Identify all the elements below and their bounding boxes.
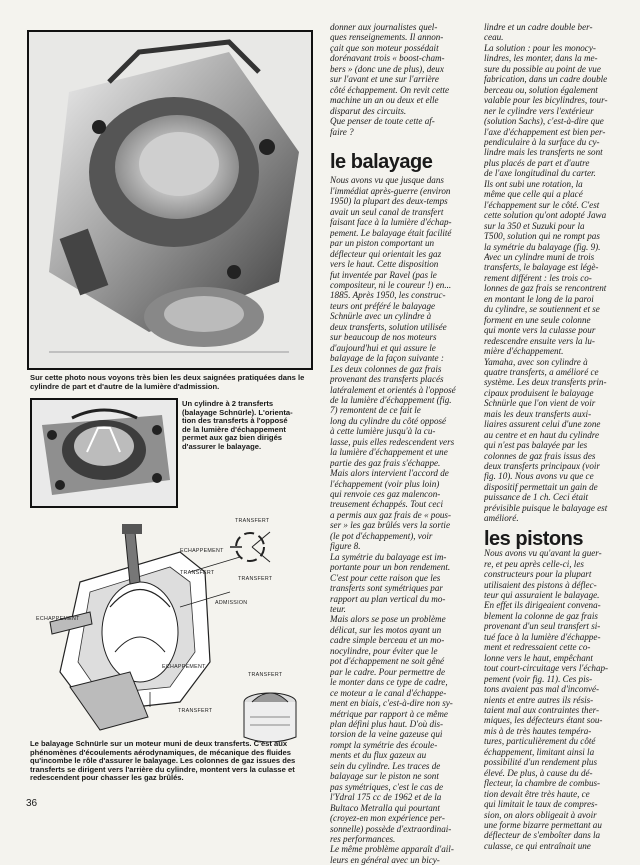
text-line: culasse, ce qui entraînait une [484, 840, 591, 851]
text-line: T500, solution qui ne rompt pas [484, 231, 600, 242]
text-line: pas symétriques, c'est le cas de [330, 781, 444, 792]
text-line: pement. Le balayage était facilité [330, 227, 452, 238]
text-line: balayage sur le piston ne sont [330, 771, 439, 782]
text-line: tué face à la lumière d'échappe- [484, 631, 601, 642]
text-line: ser » les gaz brûlés vers la sortie [330, 520, 450, 531]
text-line: fut inventée par Ravel (pas le [330, 269, 437, 280]
text-line: du cylindre, se soutiennent et se [484, 304, 600, 315]
cylinder-photo-frame [27, 30, 313, 370]
text-line: sur la 350 et Suzuki pour la [484, 220, 585, 231]
text-line: deux transferts, solution utilisée [330, 321, 447, 332]
text-line: par le cadre. Pour permettre de [330, 666, 445, 677]
text-line: forment en une seule colonne [484, 314, 591, 325]
text-line: délicat, sur les motos ayant un [330, 624, 442, 635]
text-line: côté échappement. On revit cette [330, 84, 450, 95]
text-line: par un piston comportant un [330, 238, 435, 249]
text-line: liaires assurent celui d'une zone [484, 419, 601, 430]
text-line: lasse, puis elles redescendent vers [330, 436, 455, 447]
text-line: sion, on alors obligeait à avoir [484, 809, 597, 820]
text-line: fig. 10). Nous avons vu que ce [484, 471, 594, 482]
text-line: torsion de la veine gazeuse qui [330, 729, 443, 740]
text-line: sein du cylindre. Les traces de [330, 760, 441, 771]
cylinder-photo [29, 32, 311, 368]
text-line: même que celle qui a placé [484, 189, 583, 200]
text-line: une forme bizarre permettant au [484, 819, 602, 830]
text-line: métrique par rapport à ce même [330, 708, 448, 719]
text-line: C'est pour cette raison que les [330, 572, 441, 583]
text-line: prévisible puisque le balayage est [484, 502, 608, 513]
text-line: 1885. Après 1950, les construc- [330, 290, 446, 301]
text-line: transferts sont symétriques par [330, 583, 443, 594]
text-line: (solution Sachs), c'est-à-dire que [484, 116, 604, 127]
text-line: mais les deux transferts auxi- [484, 408, 592, 419]
text-line: qui limitait le taux de compres- [484, 799, 598, 810]
text-line: ment en biais, c'est-à-dire non sy- [330, 698, 453, 709]
text-line: balayage de la façon suivante : [330, 353, 444, 364]
text-line: qui renvoie ces gaz malencon- [330, 489, 441, 500]
text-line: tons avaient pas mal d'inconvé- [484, 684, 600, 695]
text-line: lindre mais les transferts ne sont [484, 147, 603, 158]
text-line: utilisaient des pistons à déflec- [484, 579, 597, 590]
text-line: sure du possible au point de vue [484, 63, 601, 74]
text-line: Ils ont subi une rotation, la [484, 178, 583, 189]
text-line: ce moteur a le canal d'échappe- [330, 687, 447, 698]
photo2-caption: Un cylindre à 2 transferts (balayage Schnürle). L'orienta- tion des transferts à l'opposé de la lumière d'échappement permet aux gaz bien dirigés d'assurer le balayage. [182, 399, 293, 451]
text-line: çait que son moteur possédait [330, 42, 439, 53]
text-line: Yamaha, avec son cylindre à [484, 356, 588, 367]
text-line: sur l'avant et une sur l'arrière [330, 74, 439, 85]
text-line: Nous avons vu que jusque dans [330, 175, 444, 186]
text-line: provenant d'un seul transfert si- [484, 621, 601, 632]
text-line: déflecteur de s'emboîter dans la [484, 830, 601, 841]
text-line: flecteur, la chambre de combus- [484, 778, 601, 789]
text-line: sonnelle) possède d'extraordinai- [330, 823, 452, 834]
text-line: qui n'est pas balayée par les [484, 440, 588, 451]
text-line: lonne vers le haut, empêchant [484, 652, 593, 663]
text-line: machine un an ou deux et elle [330, 95, 439, 106]
text-line: miques, les défecteurs étant sou- [484, 715, 603, 726]
text-line: Schnürle que l'on vient de voir [484, 398, 596, 409]
text-line: treusement échappés. Tout ceci [330, 499, 443, 510]
text-line: rapport au plan vertical du mo- [330, 593, 446, 604]
text-line: ques renseignements. Il annon- [330, 32, 444, 43]
text-line: faire ? [330, 126, 354, 137]
column-3 [484, 22, 622, 851]
text-line: ceau. [484, 32, 504, 43]
text-line: avait un seul canal de transfert [330, 206, 444, 217]
text-line: colonnes de gaz frais issus des [484, 450, 596, 461]
text-line: res performances. [330, 833, 396, 844]
text-line: La solution : pour les monocy- [484, 42, 596, 53]
text-line: déflecteur qui orientait les gaz [330, 248, 442, 259]
text-line: en montant le long de la paroi [484, 293, 594, 304]
text-line: amélioré. [484, 513, 519, 524]
text-line: 7) remontent de ce fait le [330, 405, 421, 416]
text-line: dorénavant trois « boost-cham- [330, 53, 445, 64]
text-line: redescendre ensuite vers la lu- [484, 335, 595, 346]
text-line: tures, particulièrement du côté [484, 736, 596, 747]
text-line: échappement, limitant ainsi la [484, 746, 595, 757]
text-line: taient mal aux contraintes ther- [484, 705, 599, 715]
text-line: portante pour un bon rendement. [330, 562, 451, 573]
text-line: l'échappement (voir plus loin) [330, 478, 440, 489]
text-line: puissance de 1 ch. Ceci était [484, 492, 589, 503]
label-transfert-bottom: TRANSFERT [248, 672, 283, 678]
text-line: lonnes de gaz frais se rencontrent [484, 283, 607, 294]
text-line: donner aux journalistes quel- [330, 22, 438, 32]
text-line: dispositif permettait un gain de [484, 481, 598, 492]
column-2 [330, 22, 469, 865]
text-line: ner le cylindre vers l'extérieur [484, 105, 594, 116]
text-line: sur beaucoup de nos moteurs [330, 332, 437, 343]
label-echappement-top: ECHAPPEMENT [180, 548, 224, 554]
text-line: Mais alors intervient l'accord de [330, 468, 449, 479]
text-line: qui monte vers la culasse pour [484, 325, 596, 336]
text-line: d'aujourd'hui et qui assure le [330, 342, 436, 353]
text-line: de la lumière d'échappement (fig. [330, 394, 452, 405]
scavenging-diagram [30, 512, 315, 742]
text-line: élevé. De plus, à cause du dé- [484, 767, 593, 778]
label-transfert-mid: TRANSFERT [180, 570, 215, 576]
text-line: provenant des transferts placés [330, 374, 444, 385]
text-line: deux transferts principaux (voir [484, 461, 600, 472]
text-line: re, et peu après celle-ci, les [484, 558, 584, 569]
text-line: teurs ont préféré le balayage [330, 300, 436, 311]
page-number: 36 [26, 798, 38, 809]
text-line: l'axe d'échappement est bien per- [484, 126, 606, 137]
text-line: rement différent : les trois co- [484, 272, 592, 283]
text-line: teur. [330, 604, 346, 615]
text-line: le monter dans ce type de cadre, [330, 677, 448, 688]
text-line: latéralement et orientés à l'opposé [330, 384, 456, 395]
text-line: blement la colonne de gaz frais [484, 610, 598, 621]
text-line: Bultaco Metralla qui pourtant [330, 802, 440, 813]
text-line: 1950) la plupart des deux-temps [330, 196, 448, 207]
text-line: long du cylindre du côté opposé [330, 415, 447, 426]
text-line: constructeurs pour la plupart [484, 569, 592, 580]
text-line: la symétrie du balayage (fig. 9). [484, 241, 601, 252]
text-line: berceau ou, solution également [484, 84, 598, 95]
text-line: cadre simple berceau et un mo- [330, 635, 445, 646]
label-echappement-bottom: ECHAPPEMENT [162, 664, 206, 670]
text-line: mis à de très hautes tempéra- [484, 725, 592, 736]
text-line: Schnürle avec un cylindre à [330, 311, 432, 322]
text-line: (le pot d'échappement), voir [330, 530, 433, 541]
text-line: plus placés de part et d'autre [484, 157, 590, 168]
heading-les-pistons: les pistons [484, 527, 583, 550]
text-line: tion devait être très haute, ce [484, 788, 590, 799]
text-line: Nous avons vu qu'avant la guer- [484, 548, 602, 559]
text-line: vers le haut. Cette disposition [330, 259, 439, 270]
heading-le-balayage: le balayage [330, 150, 433, 173]
text-line: quatre transferts, a amélioré ce [484, 366, 599, 377]
photo1-caption: Sur cette photo nous voyons très bien les deux saignées pratiquées dans le cylindre de part et d'autre de la lumière d'admission. [30, 373, 305, 391]
cylinder-photo-2 [32, 400, 176, 506]
text-line: fabrication, dans un cadre double [484, 74, 608, 85]
text-line: disparut des circuits. [330, 105, 407, 116]
text-line: pendiculaire à la surface du cy- [484, 136, 600, 147]
text-line: la lumière d'échappement et une [330, 447, 448, 458]
text-line: système. Les deux transferts prin- [484, 377, 607, 388]
diagram-caption: Le balayage Schnürle sur un moteur muni de deux transferts. C'est aux phénomènes d'écoulements aérodynamiques, de mécanique des fluides qu'incombe le rôle d'assurer le balayage. Les colonnes de gaz issues des transferts se dirigent vers l'arrière du cylindre, montent vers la culasse et redescendent pour chasser les gaz brûlés. [30, 739, 296, 783]
text-line: l'Ydral 175 cc de 1962 et de la [330, 792, 442, 803]
text-line: teur qui assuraient le balayage. [484, 590, 600, 601]
text-line: cette solution qu'ont adopté Jawa [484, 210, 607, 221]
text-line: compositeur, ni le coureur !) en... [330, 279, 452, 290]
text-line: plan défini plus haut. D'où dis- [330, 719, 444, 729]
text-line: Les deux colonnes de gaz frais [330, 363, 442, 374]
text-line: faisant face à la lumière d'échap- [330, 217, 452, 228]
text-line: mière d'échappement. [484, 346, 564, 357]
text-line: nients et entre autres ils résis- [484, 694, 594, 705]
text-line: cipaux produisent le balayage [484, 387, 594, 398]
cylinder-photo-2-frame [30, 398, 178, 508]
text-line: ments et du flux gazeux au [330, 750, 427, 761]
text-line: partie des gaz frais s'échappe. [330, 457, 441, 468]
text-line: a permis aux gaz frais de « pous- [330, 509, 451, 520]
text-line: rompt la symétrie des écoule- [330, 739, 438, 750]
label-transfert-top: TRANSFERT [235, 518, 270, 524]
text-line: à cette lumière jusqu'à la cu- [330, 426, 436, 437]
label-transfert-piston: TRANSFERT [178, 708, 213, 714]
text-line: lindre et un cadre double ber- [484, 22, 593, 32]
text-line: (croyez-en mon expérience per- [330, 813, 445, 824]
text-line: transferts, le balayage est légè- [484, 262, 599, 273]
text-line: pot d'échappement ne soit gêné [330, 656, 445, 667]
text-line: l'immédiat après-guerre (environ [330, 185, 451, 196]
text-line: ment et redressaient cette co- [484, 642, 591, 653]
label-echappement-left: ECHAPPEMENT [36, 616, 80, 622]
text-line: Que penser de toute cette af- [330, 116, 435, 127]
text-line: En effet ils dirigeaient convena- [484, 600, 601, 611]
text-line: figure 8. [330, 541, 361, 552]
text-line: bers » (donc une de plus), deux [330, 63, 444, 74]
text-line: La symétrie du balayage est im- [330, 551, 447, 562]
label-transfert-right: TRANSFERT [238, 576, 273, 582]
text-line: l'échappement sur le côté. C'est [484, 199, 600, 210]
text-line: valable pour les bicylindres, tour- [484, 95, 608, 106]
text-line: possibilité d'un rendement plus [484, 757, 597, 768]
text-line: Mais alors se pose un problème [330, 614, 446, 625]
text-line: lindres, les monter, dans la me- [484, 53, 598, 64]
text-line: leurs en général avec un bicy- [330, 854, 440, 865]
text-line: nocylindre, pour éviter que le [330, 645, 438, 656]
text-line: au centre et en haut du cylindre [484, 429, 599, 440]
text-line: de l'axe longitudinal du carter. [484, 168, 596, 179]
text-line: tout court-circuitage vers l'échap- [484, 663, 609, 674]
label-admission: ADMISSION [215, 600, 248, 606]
text-line: Avec un cylindre muni de trois [484, 251, 595, 262]
text-line: Le même problème apparaît d'ail- [330, 844, 454, 855]
text-line: pement (voir fig. 11). Ces pis- [484, 673, 593, 684]
